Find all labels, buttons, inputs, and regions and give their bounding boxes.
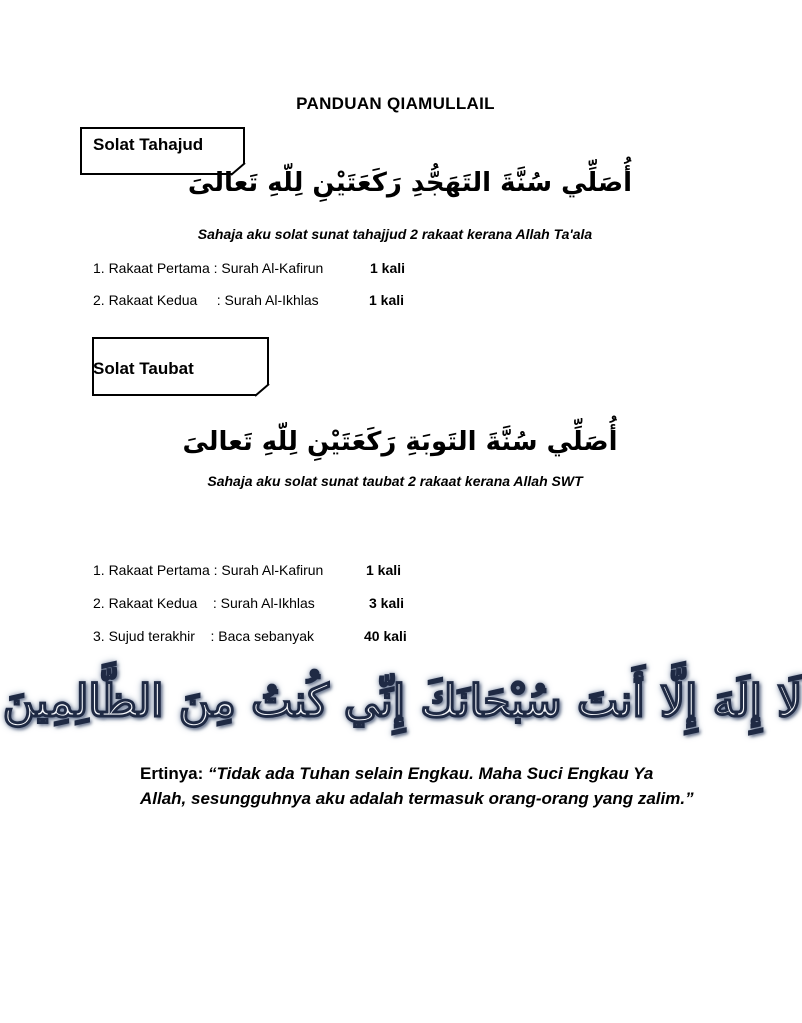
step-count: 1 kali [369,292,405,308]
step-label: 1. Rakaat Pertama : Surah Al-Kafirun [93,562,324,578]
step-count: 1 kali [366,562,402,578]
doa-calligraphy-text: لَا إِلَهَ إِلَّا أَنتَ سُبْحَانَكَ إِنِّي كُنتُ مِنَ الظَّالِمِينَ [2,675,802,727]
niat-translation-tahajud: Sahaja aku solat sunat tahajjud 2 rakaat kerana Allah Ta'ala [197,226,593,242]
ertinya-text: “Tidak ada Tuhan selain Engkau. Maha Suci Engkau Ya Allah, sesungguhnya aku adalah termasuk orang-orang yang zalim.” [140,764,694,808]
folded-corner-icon [255,384,269,396]
section-label-taubat: Solat Taubat [93,359,194,378]
step-row [93,260,323,276]
page-title: PANDUAN QIAMULLAIL [296,94,495,113]
step-label: 2. Rakaat Kedua : Surah Al-Ikhlas [93,292,319,308]
niat-arabic-taubat: أُصَلِّي سُنَّةَ التَوبَةِ رَكَعَتَيْنِ لِلّهِ تَعالىَ [182,427,618,457]
step-row [93,595,315,611]
step-row [93,292,319,308]
step-count: 3 kali [369,595,405,611]
ertinya-paragraph [140,761,700,811]
niat-arabic-tahajud: أُصَلِّي سُنَّةَ التَهَجُّدِ رَكَعَتَيْنِ لِلّهِ تَعالىَ [187,168,633,198]
doa-calligraphy-image [2,665,802,737]
step-row [93,628,314,644]
step-row [93,562,323,578]
step-label: 3. Sujud terakhir : Baca sebanyak [93,628,315,644]
step-label: 2. Rakaat Kedua : Surah Al-Ikhlas [93,595,315,611]
step-count: 1 kali [370,260,406,276]
section-label-tahajud: Solat Tahajud [93,135,204,154]
niat-translation-taubat: Sahaja aku solat sunat taubat 2 rakaat kerana Allah SWT [207,473,583,489]
step-label: 1. Rakaat Pertama : Surah Al-Kafirun [93,260,324,276]
ertinya-label: Ertinya: [140,764,204,783]
step-count: 40 kali [364,628,407,644]
